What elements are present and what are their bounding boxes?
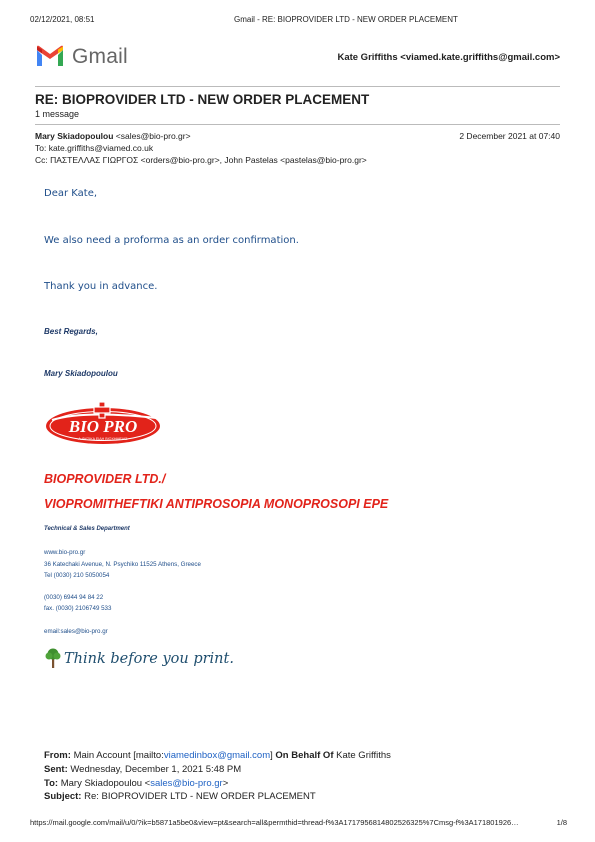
print-footer-url: https://mail.google.com/mail/u/0/?ik=b5871a5be0&view=pt&search=all&permthid=thread-f%3A1717956814802526325%7Cmsg-f%3A171801926…: [30, 818, 519, 827]
fwd-subject-value: Re: BIOPROVIDER LTD - NEW ORDER PLACEMENT: [84, 791, 316, 802]
logo-wordmark: BIO PRO: [68, 417, 138, 436]
fwd-behalf-name: Kate Griffiths: [336, 750, 391, 761]
company-name-2: VIOPROMITHEFTIKI ANTIPROSOPIA MONOPROSOPI EPE: [44, 497, 389, 511]
think-before-print: Think before you print.: [64, 651, 234, 667]
fwd-from-label: From:: [44, 750, 71, 761]
body-regards: Best Regards,: [44, 327, 98, 336]
from-email: <sales@bio-pro.gr>: [115, 131, 191, 141]
fwd-to-label: To:: [44, 778, 59, 789]
telephone: Tel (0030) 210 5050054: [44, 572, 110, 579]
fwd-from-post: ]: [270, 750, 273, 761]
department: Technical & Sales Department: [44, 526, 130, 532]
fax: fax. (0030) 2106749 533: [44, 605, 112, 612]
logo-subtext: Λ.ΦΥΣΙΚΑ ΕΙΔΗ ΒΙΟΧΗΜΕΙΑΣ: [78, 437, 128, 441]
address: 36 Katechaki Avenue, N. Psychiko 11525 Athens, Greece: [44, 561, 201, 568]
mobile: (0030) 6944 94 84 22: [44, 594, 104, 601]
message-count: 1 message: [35, 109, 80, 119]
gmail-m-icon: [35, 44, 65, 68]
fwd-sent-label: Sent:: [44, 764, 68, 775]
fwd-from: [44, 750, 391, 761]
signature-email[interactable]: email:sales@bio-pro.gr: [44, 628, 108, 635]
print-page-title: Gmail - RE: BIOPROVIDER LTD - NEW ORDER PLACEMENT: [234, 15, 458, 24]
thread-subject: RE: BIOPROVIDER LTD - NEW ORDER PLACEMENT: [35, 92, 370, 107]
fwd-subject-label: Subject:: [44, 791, 82, 802]
fwd-subject: [44, 791, 316, 802]
fwd-behalf-label: On Behalf Of: [275, 750, 334, 761]
fwd-to-name: Mary Skiadopoulou <: [60, 778, 151, 789]
body-line-2: Thank you in advance.: [44, 281, 158, 292]
body-greeting: Dear Kate,: [44, 188, 98, 199]
message-to: To: kate.griffiths@viamed.co.uk: [35, 143, 154, 153]
company-name-1: BIOPROVIDER LTD./: [44, 472, 166, 486]
body-line-1: We also need a proforma as an order confirmation.: [44, 235, 299, 246]
fwd-sent-value: Wednesday, December 1, 2021 5:48 PM: [70, 764, 242, 775]
print-footer-page: 1/8: [556, 818, 567, 827]
header-divider: [35, 86, 560, 87]
fwd-from-link[interactable]: viamedinbox@gmail.com: [163, 750, 271, 761]
message-from: [35, 131, 191, 141]
from-name: Mary Skiadopoulou: [35, 131, 114, 141]
account-name: Kate Griffiths <viamed.kate.griffiths@gmail.com>: [337, 52, 560, 63]
fwd-to: [44, 778, 228, 789]
fwd-sent: [44, 764, 241, 775]
body-sender: Mary Skiadopoulou: [44, 369, 118, 378]
message-date: 2 December 2021 at 07:40: [459, 131, 560, 141]
bio-pro-logo: [44, 400, 162, 448]
print-datetime: 02/12/2021, 08:51: [30, 15, 95, 24]
fwd-to-link[interactable]: sales@bio-pro.gr: [150, 778, 223, 789]
message-cc: Cc: ΠΑΣΤΕΛΛΑΣ ΓΙΩΡΓΟΣ <orders@bio-pro.gr>, John Pastelas <pastelas@bio-pro.gr>: [35, 155, 367, 165]
subject-divider: [35, 124, 560, 125]
fwd-from-pre: Main Account [mailto:: [73, 750, 164, 761]
tree-icon: [44, 647, 62, 669]
fwd-to-post: >: [222, 778, 229, 789]
website-link[interactable]: www.bio-pro.gr: [44, 549, 86, 556]
gmail-wordmark: Gmail: [72, 45, 128, 68]
